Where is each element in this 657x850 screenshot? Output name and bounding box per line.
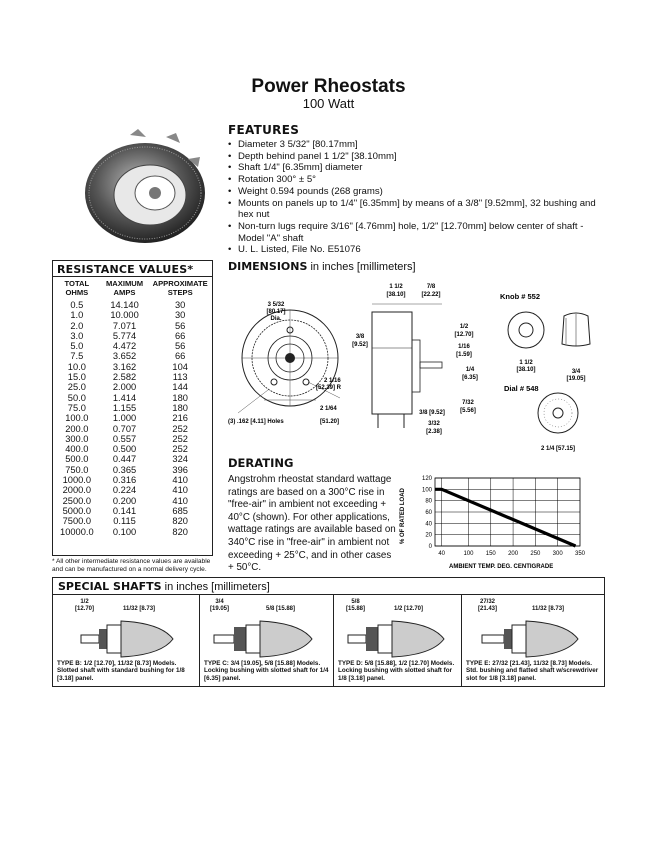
dimension-drawings (228, 278, 608, 458)
side-e: 1/16 (458, 344, 470, 350)
table-row (53, 382, 212, 392)
table-row (53, 310, 212, 320)
table-cell: 10000.0 (60, 526, 94, 537)
table-cell: 144 (172, 382, 188, 393)
table-row (53, 475, 212, 485)
table-cell: 5000.0 (62, 505, 92, 516)
table-row (53, 351, 212, 361)
y-axis-label: % OF RATED LOAD (400, 488, 406, 544)
table-cell: 15.0 (67, 372, 86, 383)
table-cell: 4.472 (112, 341, 137, 352)
resistance-heading: RESISTANCE VALUES* (53, 261, 212, 277)
table-cell: 7.071 (112, 320, 137, 331)
page-subtitle: 100 Watt (302, 96, 355, 111)
page-title: Power Rheostats (251, 76, 406, 97)
front-dia-label: 3 5/32 (267, 302, 285, 308)
table-cell: 685 (172, 505, 188, 516)
table-cell: 820 (172, 526, 188, 537)
x-tick-label: 200 (508, 551, 519, 557)
table-cell: 1.155 (112, 402, 137, 413)
feature-item: • Weight 0.594 pounds (268 grams) (228, 186, 608, 198)
side-i: 3/32 (428, 421, 440, 427)
col-header: MAXIMUM AMPS (105, 279, 144, 297)
col-header: TOTAL OHMS (64, 279, 90, 297)
front-dia-mm: [80.17] (266, 309, 286, 315)
table-cell: 252 (172, 433, 188, 444)
side-g: 7/32 (462, 400, 474, 406)
table-cell: 0.141 (112, 505, 137, 516)
table-cell: 7.5 (70, 351, 84, 362)
table-cell: 56 (175, 320, 186, 331)
shaft-dim1: 5/8 [15.88] (346, 599, 366, 612)
side-f-mm: [6.35] (462, 375, 478, 381)
table-cell: 500.0 (65, 454, 89, 465)
feature-item: • Rotation 300° ± 5° (228, 174, 608, 186)
shaft-dim1: 27/32 [21.43] (478, 599, 498, 612)
table-row (53, 527, 212, 537)
side-i-mm: [2.38] (426, 429, 442, 435)
resistance-table (53, 280, 212, 537)
special-shafts-heading (53, 578, 604, 595)
table-cell: 750.0 (65, 464, 89, 475)
front-view-drawing (228, 302, 342, 425)
table-cell: 410 (172, 485, 188, 496)
shaft-drawing (344, 615, 459, 661)
derating-text: Angstrohm rheostat standard wattage ratings are based on a 300°C rise in "free-air" in ambient not exceeding + 40°C (shown). For other applications, wattage ratings are available based on 340°C rise in "free-air" in ambient not exceeding + 25°C, and in other cases + 50°C. (228, 474, 396, 574)
feature-item: • Depth behind panel 1 1/2" [38.10mm] (228, 151, 608, 163)
shaft-dim2: 1/2 [12.70] (394, 606, 424, 612)
table-row (53, 434, 212, 444)
table-cell: 66 (175, 351, 186, 362)
table-row (53, 454, 212, 464)
table-cell: 5.0 (70, 341, 84, 352)
x-axis-label: AMBIENT TEMP. DEG. CENTIGRADE (449, 564, 554, 570)
features-heading: FEATURES (228, 123, 300, 137)
shaft-caption: TYPE B: 1/2 [12.70], 11/32 [8.73] Models. Slotted shaft with standard bushing for 1/8 [3.18] panel. (57, 659, 185, 682)
table-cell: 50.0 (67, 392, 86, 403)
table-row (53, 444, 212, 454)
shafts-units: in inches [millimeters] (164, 581, 270, 593)
front-r-mm: [52.39] R (316, 385, 342, 391)
dial-drawing (504, 384, 578, 452)
table-cell: 113 (172, 372, 188, 383)
table-cell: 2.000 (112, 382, 137, 393)
table-cell: 3.0 (70, 330, 84, 341)
shaft-drawing (73, 615, 193, 661)
table-cell: 820 (172, 516, 188, 527)
resistance-table-box (52, 260, 213, 556)
feature-item: • Shaft 1/4" [6.35mm] diameter (228, 162, 608, 174)
knob-h-mm: [19.05] (566, 376, 586, 382)
feature-item: • Diameter 3 5/32" [80.17mm] (228, 139, 608, 151)
shaft-caption: TYPE D: 5/8 [15.88], 1/2 [12.70] Models. Locking bushing with slotted shaft for 1/8 [3.18] panel. (338, 659, 455, 682)
table-cell: 1.000 (112, 413, 137, 424)
side-b: 7/8 (426, 284, 436, 290)
dial-w: 2 1/4 [57.15] (540, 446, 576, 452)
table-cell: 410 (172, 475, 188, 486)
knob-label: Knob # 552 (500, 292, 541, 301)
feature-item: • Non-turn lugs require 3/16" [4.76mm] hole, 1/2" [12.70mm] below center of shaft - Model "A" shaft (228, 221, 608, 244)
x-tick-label: 350 (574, 551, 586, 557)
front-w-label: 2 1/64 (320, 406, 337, 412)
table-cell: 66 (175, 330, 186, 341)
shaft-panel-type-b (53, 595, 199, 686)
table-cell: 2.0 (70, 320, 84, 331)
rheostat-photo (70, 125, 220, 250)
dimensions-title: DIMENSIONS (228, 260, 308, 273)
table-cell: 75.0 (67, 402, 86, 413)
x-tick-label: 300 (552, 551, 563, 557)
side-c: 1/2 (459, 324, 469, 330)
dial-label: Dial # 548 (504, 384, 539, 393)
feature-item: • Mounts on panels up to 1/4" [6.35mm] by means of a 3/8" [9.52mm], 32 bushing and hex nut (228, 198, 608, 221)
side-g-mm: [5.56] (460, 408, 476, 414)
knob-h: 3/4 (571, 369, 581, 375)
table-cell: 3.652 (112, 351, 137, 362)
table-cell: 300.0 (65, 433, 89, 444)
shaft-dim1: 1/2 [12.70] (75, 599, 95, 612)
x-tick-label: 100 (463, 551, 474, 557)
dimensions-units: in inches [millimeters] (310, 261, 416, 273)
table-cell: 30 (175, 300, 186, 310)
side-d: 3/8 (355, 334, 365, 340)
table-row (53, 465, 212, 475)
side-a: 1 1/2 (389, 284, 403, 290)
y-tick-label: 120 (421, 476, 432, 482)
table-cell: 200.0 (65, 423, 89, 434)
y-tick-label: 60 (425, 510, 432, 516)
derating-series-line (435, 489, 576, 546)
table-cell: 5.774 (112, 330, 137, 341)
table-row (53, 331, 212, 341)
x-tick-label: 250 (530, 551, 541, 557)
side-d-mm: [9.52] (352, 342, 368, 348)
shaft-drawing (210, 615, 330, 661)
table-cell: 100.0 (65, 413, 89, 424)
table-cell: 396 (172, 464, 188, 475)
dimensions-heading (228, 260, 416, 273)
table-cell: 7500.0 (62, 516, 92, 527)
shaft-panel-type-d (334, 595, 461, 686)
shaft-dim2: 11/32 [8.73] (123, 606, 156, 612)
derating-heading: DERATING (228, 456, 294, 470)
table-cell: 0.200 (112, 495, 137, 506)
front-dia-word: Dia. (270, 316, 282, 322)
table-cell: 0.557 (112, 433, 137, 444)
table-cell: 0.316 (112, 475, 137, 486)
table-cell: 0.500 (112, 444, 137, 455)
table-cell: 56 (175, 341, 186, 352)
y-tick-label: 0 (428, 544, 432, 550)
table-cell: 2.582 (112, 372, 137, 383)
table-cell: 14.140 (110, 300, 139, 310)
side-view-drawing (352, 284, 478, 435)
table-cell: 400.0 (65, 444, 89, 455)
side-a-mm: [38.10] (386, 292, 406, 298)
feature-item: • U. L. Listed, File No. E51076 (228, 244, 608, 256)
knob-drawing (500, 292, 590, 382)
side-c-mm: [12.70] (454, 332, 474, 338)
table-cell: 1.0 (70, 310, 84, 321)
table-row (53, 485, 212, 495)
table-cell: 180 (172, 392, 188, 403)
shaft-dim1: 3/4 [19.05] (210, 599, 230, 612)
shaft-panel-type-c (200, 595, 333, 686)
shaft-caption: TYPE C: 3/4 [19.05], 5/8 [15.88] Models. Locking bushing with slotted shaft for 1/4 [6.35] panel. (204, 659, 329, 682)
table-row (53, 321, 212, 331)
table-cell: 0.115 (113, 516, 136, 527)
front-r-label: 2 1/16 (324, 378, 341, 384)
side-e-mm: [1.59] (456, 352, 472, 358)
table-cell: 10.0 (67, 361, 86, 372)
y-tick-label: 40 (425, 521, 432, 528)
table-row (53, 341, 212, 351)
table-cell: 410 (172, 495, 188, 506)
y-tick-label: 20 (425, 532, 432, 539)
side-b-mm: [22.22] (421, 292, 441, 298)
y-tick-label: 100 (421, 487, 432, 494)
shaft-caption: TYPE E: 27/32 [21.43], 11/32 [8.73] Models. Std. bushing and flatted shaft w/screwdriver slot for 1/8 [3.18] panel. (466, 659, 599, 682)
knob-w-mm: [38.10] (516, 367, 536, 373)
table-row (53, 393, 212, 403)
shaft-drawing (478, 615, 598, 661)
table-cell: 2500.0 (62, 495, 92, 506)
table-cell: 216 (172, 413, 188, 424)
table-cell: 25.0 (67, 382, 86, 393)
x-tick-label: 150 (485, 551, 496, 557)
table-cell: 2000.0 (62, 485, 92, 496)
side-f: 1/4 (465, 367, 475, 373)
table-cell: 30 (175, 310, 186, 321)
features-list (228, 139, 608, 256)
table-row (53, 516, 212, 526)
shafts-title: SPECIAL SHAFTS (58, 580, 162, 593)
x-tick-label: 40 (438, 551, 446, 557)
shaft-dim2: 5/8 [15.88] (266, 606, 296, 612)
table-cell: 3.162 (112, 361, 137, 372)
table-cell: 1000.0 (62, 475, 92, 486)
shaft-dim2: 11/32 [8.73] (532, 606, 565, 612)
table-row (53, 403, 212, 413)
table-cell: 10.000 (110, 310, 139, 321)
table-cell: 0.365 (112, 464, 137, 475)
table-cell: 252 (172, 423, 188, 434)
y-tick-label: 80 (425, 498, 432, 505)
table-cell: 324 (172, 454, 188, 465)
table-cell: 0.100 (112, 526, 137, 537)
front-w-mm: [51.20] (320, 419, 340, 425)
table-row (53, 496, 212, 506)
col-header: APPROXIMATE STEPS (152, 279, 208, 297)
table-cell: 180 (172, 402, 188, 413)
table-cell: 104 (172, 361, 188, 372)
table-cell: 1.414 (112, 392, 137, 403)
table-row (53, 506, 212, 516)
table-row (53, 424, 212, 434)
side-h: 3/8 [9.52] (419, 410, 445, 416)
table-row (53, 413, 212, 423)
knob-w: 1 1/2 (519, 360, 533, 366)
derating-chart (395, 472, 605, 572)
table-row (53, 372, 212, 382)
table-cell: 0.5 (70, 300, 84, 310)
front-holes-label: (3) .162 [4.11] Holes (228, 419, 284, 425)
shaft-panel-type-e (462, 595, 605, 686)
table-cell: 252 (172, 444, 188, 455)
table-row (53, 362, 212, 372)
table-row (53, 300, 212, 310)
table-cell: 0.447 (112, 454, 137, 465)
special-shafts-box (52, 577, 605, 687)
table-cell: 0.707 (112, 423, 137, 434)
resistance-note: * All other intermediate resistance values are available and can be manufactured on a normal delivery cycle. (52, 558, 211, 573)
table-cell: 0.224 (112, 485, 137, 496)
